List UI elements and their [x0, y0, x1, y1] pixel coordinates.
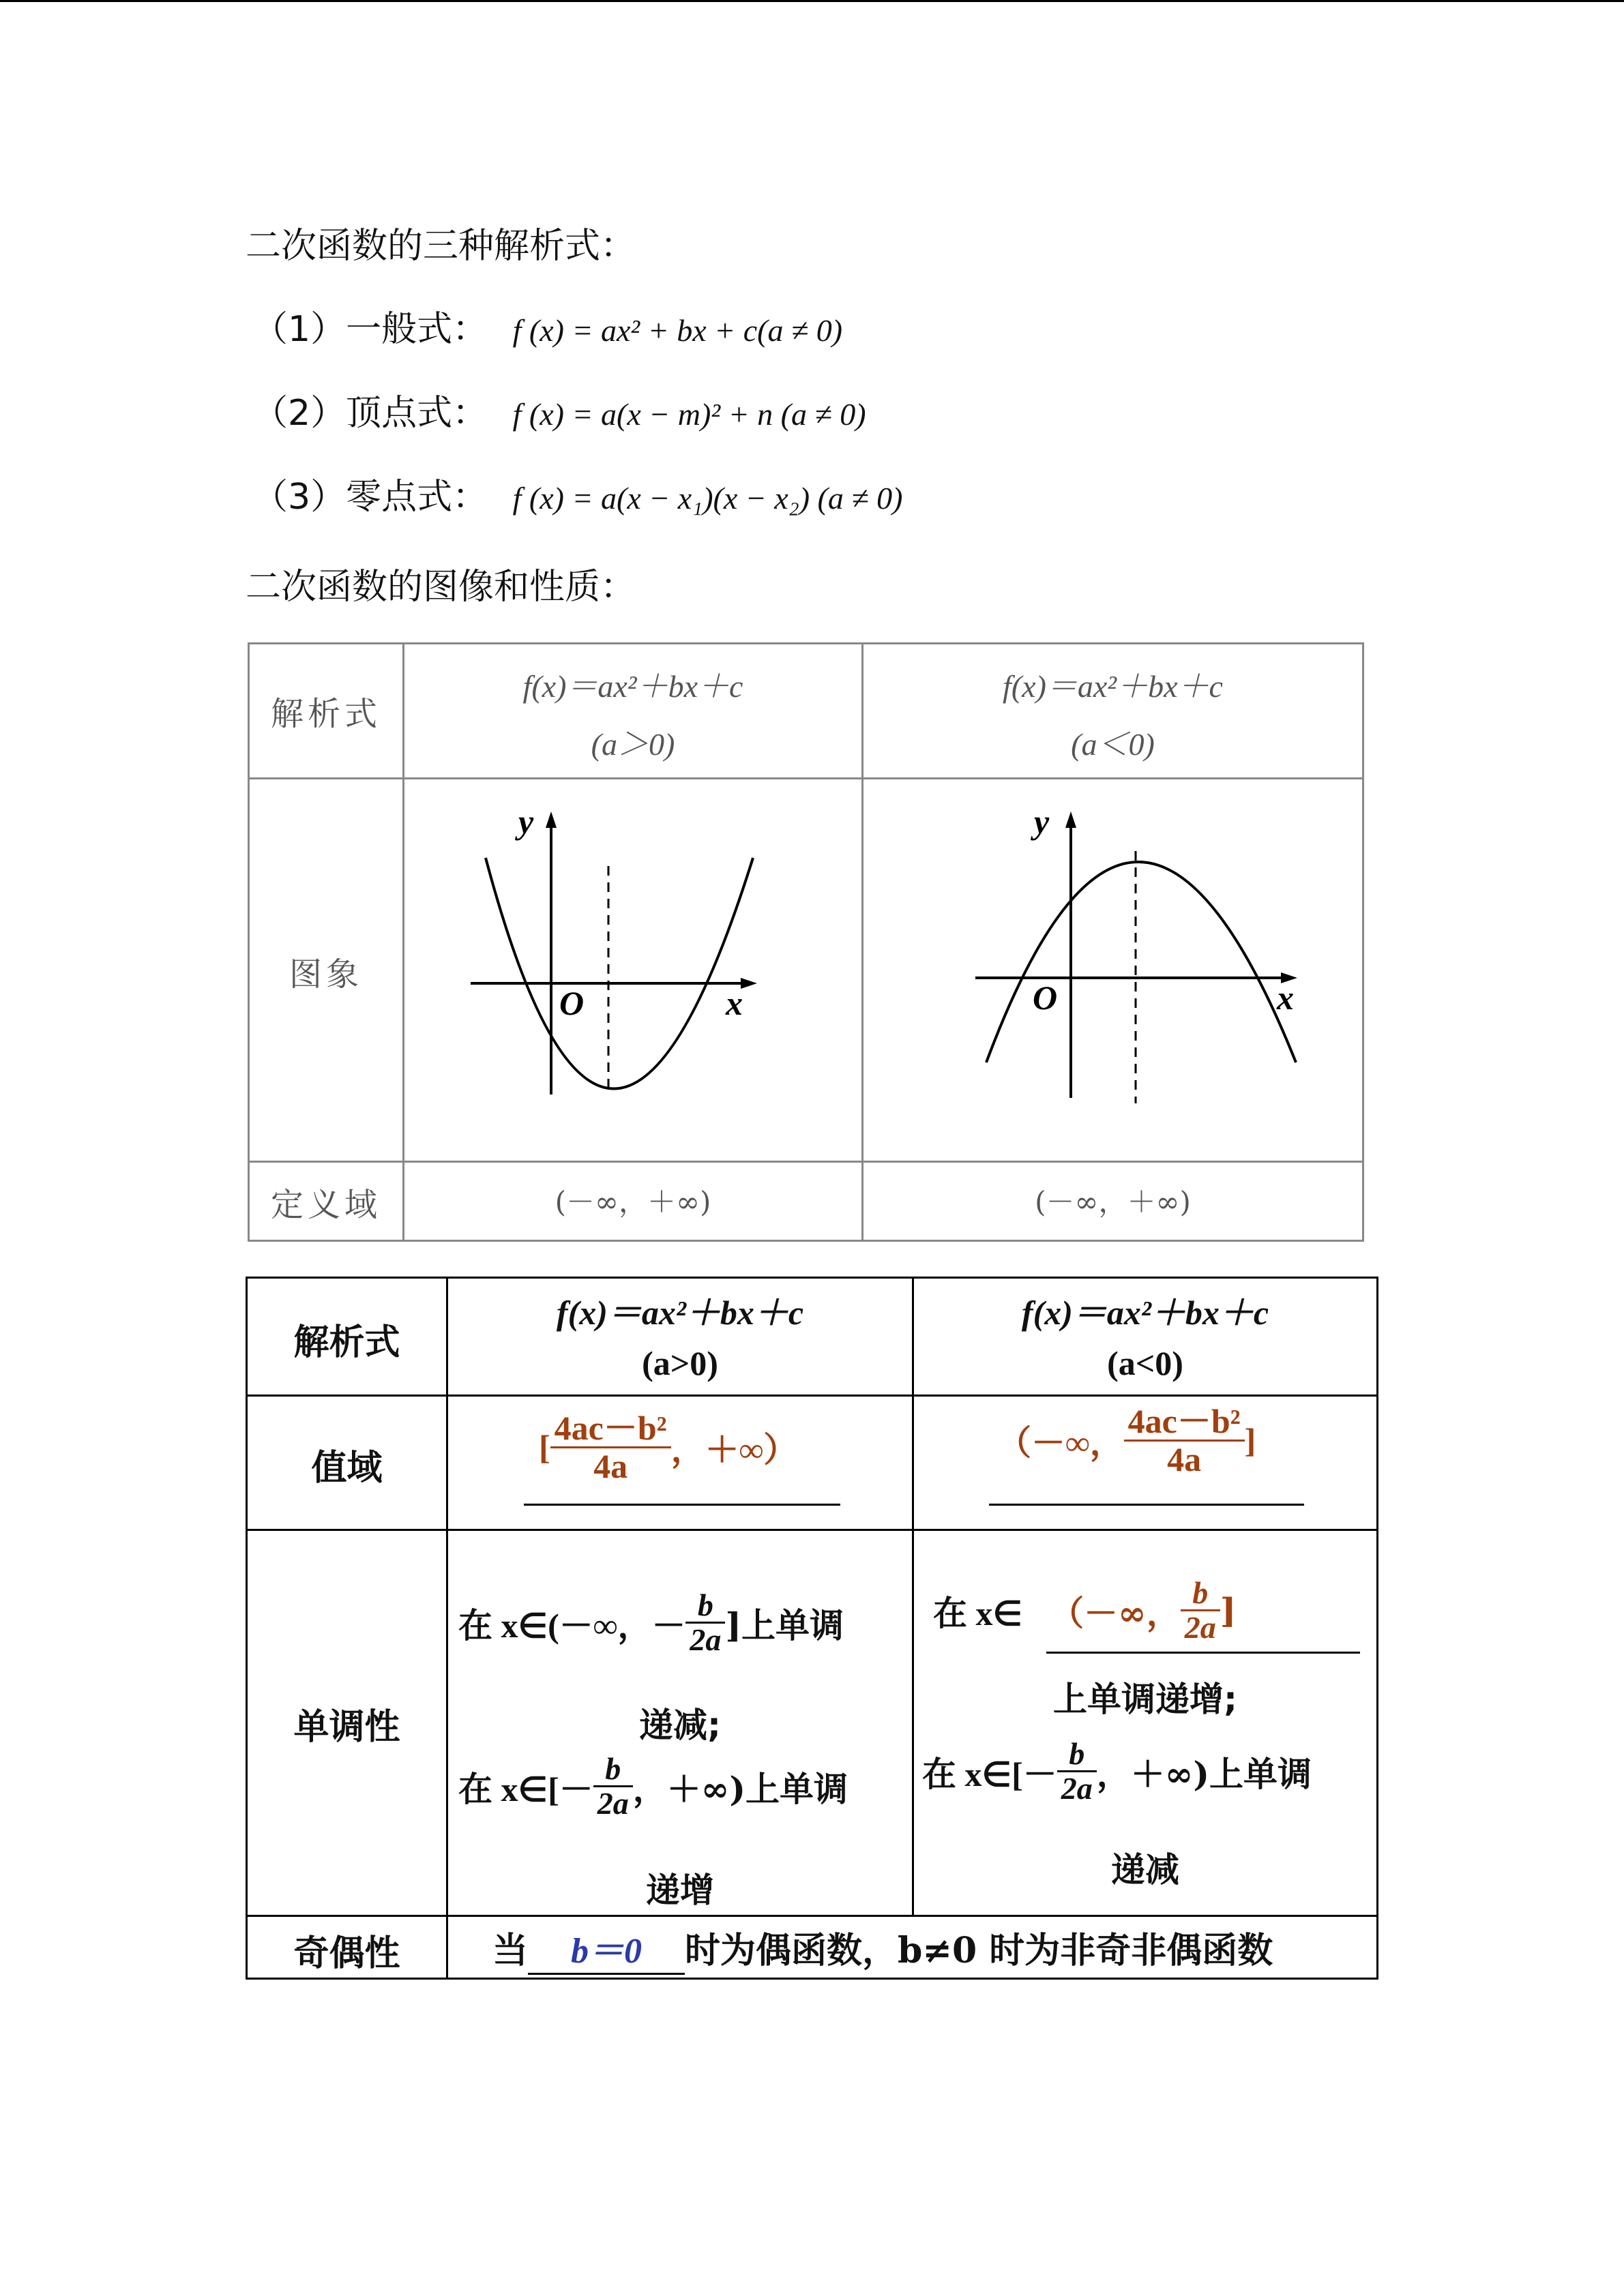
- parabola-curve: [986, 862, 1296, 1062]
- row-label-monotonicity: 单调性: [293, 1707, 400, 1748]
- row-label-expr: 解析式: [270, 695, 381, 733]
- mono-bracket: ]: [1220, 1590, 1237, 1631]
- mono-prefix: 在 x∈: [458, 1606, 548, 1645]
- row-label-domain: 定义域: [270, 1186, 381, 1224]
- parity-answer: b＝0: [528, 1922, 685, 1975]
- fraction-numerator: b: [593, 1753, 633, 1787]
- heading-graph-properties: 二次函数的图像和性质：: [246, 567, 636, 608]
- mono-end: 递增: [646, 1870, 714, 1910]
- col2-condition: (a<0): [1107, 1344, 1183, 1382]
- form-vertex: [252, 384, 866, 435]
- form-name: 零点式：: [346, 477, 488, 518]
- origin-label: O: [559, 984, 585, 1022]
- form-name: 一般式：: [346, 309, 488, 350]
- domain-col1: (－∞，＋∞): [555, 1185, 711, 1219]
- top-border: [0, 0, 1624, 2]
- mono-suffix: ，＋∞)上单调: [632, 1768, 848, 1809]
- range-answer-col2: [997, 1403, 1256, 1477]
- fraction-numerator: b: [1057, 1738, 1097, 1772]
- fraction-denominator: 2a: [1184, 1610, 1216, 1645]
- mono-fraction: [593, 1753, 633, 1821]
- answer-underline: [524, 1504, 840, 1506]
- mono-prefix: 在 x∈: [458, 1770, 548, 1808]
- form-number: （1）: [252, 309, 346, 350]
- fraction-denominator: 2a: [690, 1622, 722, 1658]
- mono-suffix: ，＋∞)上单调: [1096, 1753, 1312, 1794]
- range-denominator: 4a: [1167, 1440, 1202, 1478]
- mono-prefix: 在 x∈: [922, 1755, 1012, 1793]
- mono-interval: （－∞，: [1050, 1592, 1181, 1633]
- mono-suffix: ]上单调: [725, 1605, 844, 1645]
- mono-col1-decreasing: [458, 1589, 844, 1657]
- mono-col2-increasing: [933, 1577, 1236, 1645]
- fraction-denominator: 2a: [1061, 1771, 1093, 1806]
- form-general: [252, 300, 842, 351]
- fraction-denominator: 2a: [597, 1786, 629, 1821]
- range-denominator: 4a: [593, 1446, 628, 1485]
- range-head: （－∞，: [997, 1424, 1124, 1462]
- range-fraction: [550, 1410, 671, 1484]
- x-axis-label: x: [726, 984, 743, 1022]
- graph-downward-parabola: [969, 805, 1310, 1105]
- mono-col1-increasing: [458, 1753, 848, 1821]
- origin-label: O: [1033, 979, 1058, 1017]
- parity-statement: [492, 1922, 1273, 1975]
- col1-formula: f(x)＝ax²＋bx＋c: [556, 1294, 804, 1332]
- col1-formula: f(x)＝ax²＋bx＋c: [522, 669, 743, 704]
- row-label-parity: 奇偶性: [293, 1933, 400, 1974]
- mono-prefix: 在 x∈: [933, 1594, 1023, 1632]
- answer-underline: [1046, 1652, 1360, 1654]
- y-axis-label: y: [1034, 805, 1050, 841]
- mono-col2-decreasing: [922, 1738, 1312, 1806]
- domain-col2: (－∞，＋∞): [1035, 1185, 1191, 1219]
- form-name: 顶点式：: [346, 393, 488, 434]
- col2-formula: f(x)＝ax²＋bx＋c: [1003, 669, 1223, 704]
- mono-end: 递减: [1111, 1850, 1179, 1890]
- graph-upward-parabola: [450, 805, 764, 1105]
- y-axis-arrow: [546, 811, 557, 828]
- row-label-range: 值域: [311, 1448, 383, 1489]
- x-axis-label: x: [1277, 979, 1294, 1017]
- form-zero: [252, 468, 902, 519]
- range-answer-col1: [539, 1410, 797, 1484]
- mono-fraction: [1181, 1577, 1220, 1645]
- mono-end: 上单调递增;: [1053, 1680, 1237, 1719]
- answer-underline: [989, 1504, 1304, 1506]
- range-numerator: 4ac－b²: [1124, 1403, 1245, 1442]
- mono-interval: (－∞，－: [548, 1606, 686, 1645]
- form-number: （3）: [252, 477, 346, 518]
- range-fraction: [1124, 1403, 1245, 1477]
- heading-three-forms: 二次函数的三种解析式：: [246, 226, 636, 267]
- col1-condition: (a＞0): [591, 727, 675, 762]
- mono-interval: [－: [1012, 1755, 1057, 1793]
- fraction-numerator: b: [685, 1589, 725, 1624]
- mono-interval: [－: [548, 1770, 593, 1808]
- y-axis-label: y: [518, 805, 534, 841]
- row-label-graph: 图象: [289, 955, 363, 994]
- range-bracket: ]: [1244, 1421, 1256, 1459]
- col2-formula: f(x)＝ax²＋bx＋c: [1021, 1294, 1269, 1332]
- range-bracket: [: [539, 1428, 550, 1466]
- mono-fraction: [1057, 1738, 1097, 1806]
- x-axis-arrow: [741, 978, 757, 989]
- parabola-curve: [486, 858, 753, 1089]
- parity-suffix: 时为偶函数，b≠0 时为非奇非偶函数: [685, 1930, 1273, 1971]
- fraction-numerator: b: [1181, 1577, 1220, 1611]
- range-tail: ，＋∞）: [670, 1431, 798, 1469]
- row-label-expr: 解析式: [293, 1322, 400, 1363]
- form-formula: f (x) = a(x − m)² + n (a ≠ 0): [512, 397, 866, 432]
- form-formula: f (x) = ax² + bx + c(a ≠ 0): [512, 313, 843, 348]
- mono-end: 递减;: [639, 1705, 721, 1745]
- parity-prefix: 当: [492, 1930, 529, 1971]
- col2-condition: (a＜0): [1071, 727, 1155, 762]
- form-formula: f (x) = a(x − x₁)(x − x₂) (a ≠ 0): [512, 481, 903, 516]
- col1-condition: (a>0): [642, 1344, 718, 1382]
- mono-fraction: [685, 1589, 725, 1657]
- form-number: （2）: [252, 393, 346, 434]
- y-axis-arrow: [1065, 811, 1076, 828]
- range-numerator: 4ac－b²: [550, 1410, 671, 1448]
